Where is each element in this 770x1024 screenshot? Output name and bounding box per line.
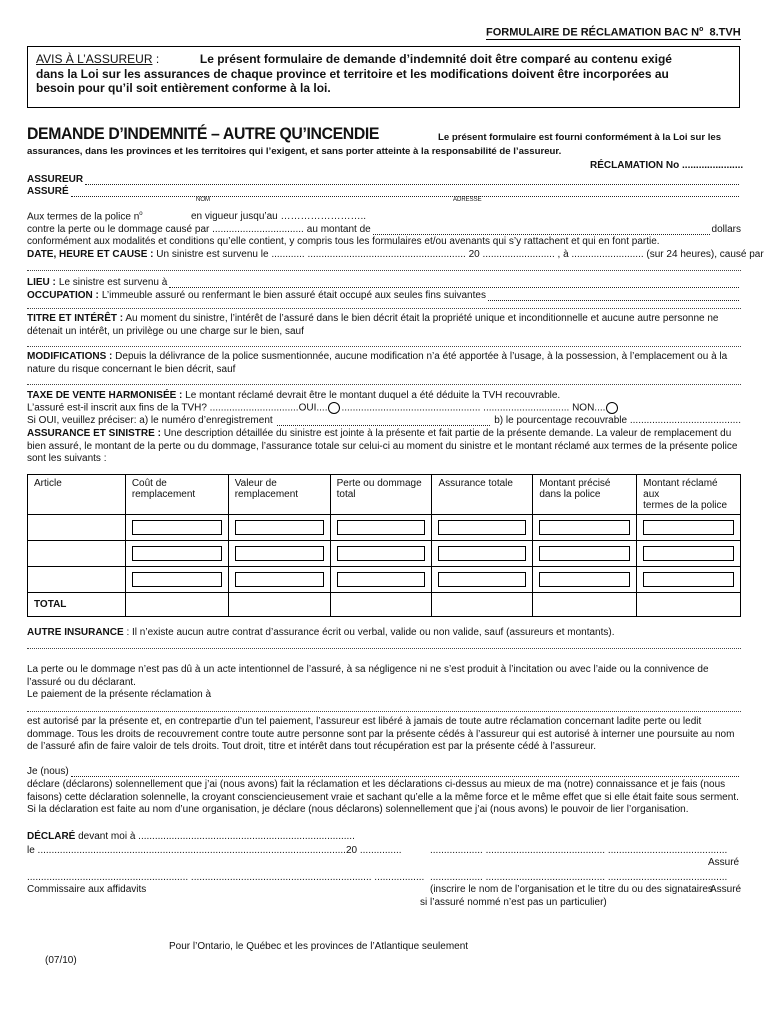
title-interest-label: TITRE ET INTÉRÊT : xyxy=(27,313,124,324)
table-input[interactable] xyxy=(539,546,630,561)
insured-row[interactable] xyxy=(27,186,741,197)
hst-non-label: NON.... xyxy=(572,402,606,414)
intent-para xyxy=(27,664,741,702)
occupation-label: OCCUPATION : xyxy=(27,290,99,301)
insurer-row[interactable] xyxy=(27,174,741,185)
header-claimed-amount: Montant réclamé aux termes de la police xyxy=(637,475,741,515)
modifications-field[interactable] xyxy=(27,384,741,385)
insurance-loss-text-2: bien assuré, le montant de la perte ou du dommage, l’assurance totale sur celui-ci au moment du sinistre et le montant réclamé aux termes de la présente police xyxy=(27,440,738,452)
insurance-loss-para xyxy=(27,428,741,466)
header-replacement-value: Valeur de remplacement xyxy=(228,475,330,515)
form-title-text: FORMULAIRE DE RÉCLAMATION BAC N xyxy=(486,26,700,39)
title-intro-2: assurances, dans les provinces et les territoires qui l’exigent, et sans porter atteinte à la responsabilité de l’assureur. xyxy=(27,146,562,157)
modifications-label: MODIFICATIONS : xyxy=(27,351,113,362)
release-text-1: est autorisé par la présente et, en contrepartie d’un tel paiement, l’assureur est libéré à jamais de toute autre réclamation concernant ladite perte ou ledit xyxy=(27,716,702,727)
solemn-para xyxy=(27,779,741,817)
occupation-text: L’immeuble assuré ou renfermant le bien assuré était occupé aux seules fins suivantes xyxy=(101,290,486,301)
table-input[interactable] xyxy=(539,520,630,535)
notice-text-2: dans la Loi sur les assurances de chaque province et territoire et les modifications doivent être incorporées au xyxy=(36,66,669,81)
header-article: Article xyxy=(28,475,126,515)
table-row xyxy=(28,541,741,567)
table-input[interactable] xyxy=(643,520,734,535)
table-input[interactable] xyxy=(235,572,324,587)
header-total-insurance: Assurance totale xyxy=(432,475,533,515)
location-text: Le sinistre est survenu à xyxy=(58,277,168,288)
notice-text-1: Le présent formulaire de demande d’indemnité doit être comparé au contenu exigé xyxy=(199,52,672,66)
title-interest-text-1: Au moment du sinistre, l’intérêt de l’assuré dans le bien décrit était la propriété unique et inconditionnelle et aucune autre personne ne xyxy=(125,313,719,324)
table-row xyxy=(28,515,741,541)
table-input[interactable] xyxy=(235,546,324,561)
occupation-row[interactable] xyxy=(27,290,741,301)
release-text-3: de l’assuré afin de faire valoir de tels droits. Tout droit, titre et intérêt dans tout récupération est par la présente cédé à l’assureur. xyxy=(27,741,597,752)
other-insurance-label: AUTRE INSURANCE xyxy=(27,627,124,638)
hst-registered-row: L’assuré est-il inscrit aux fins de la TVH? ................................OUI.... .................................................. ............................... NON.... xyxy=(27,402,619,414)
table-row xyxy=(28,567,741,593)
other-insurance-field[interactable] xyxy=(27,648,741,649)
insurance-loss-text-3: sont les suivants : xyxy=(27,453,107,464)
page-title: DEMANDE D’INDEMNITÉ – AUTRE QU’INCENDIE xyxy=(27,124,380,143)
claims-table xyxy=(27,474,741,617)
total-cell[interactable] xyxy=(330,593,432,617)
header-total-loss: Perte ou dommage total xyxy=(330,475,432,515)
table-input[interactable] xyxy=(337,546,426,561)
dollars-label: dollars xyxy=(711,224,741,235)
solemn-text-3: Si la déclaration est faite au nom d’une organisation, je déclare (nous déclarons) solennellement que j’ai (nous avons) le pouvoir de lier l’organisation. xyxy=(27,804,689,815)
table-cell-article[interactable] xyxy=(28,515,126,541)
title-intro-1: Le présent formulaire est fourni conformément à la Loi sur les xyxy=(438,132,722,143)
table-input[interactable] xyxy=(132,546,222,561)
modifications-para xyxy=(27,351,741,376)
form-number xyxy=(486,26,741,39)
total-cell[interactable] xyxy=(432,593,533,617)
table-input[interactable] xyxy=(438,546,526,561)
commissioner-line[interactable]: .......................................................... ................................................................. .................. xyxy=(27,872,425,883)
footer-provinces: Pour l’Ontario, le Québec et les provinces de l’Atlantique seulement xyxy=(169,941,469,952)
table-input[interactable] xyxy=(132,520,222,535)
amount-label: au montant de xyxy=(306,224,371,235)
hst-label: TAXE DE VENTE HARMONISÉE : xyxy=(27,390,183,401)
insurance-loss-text-1: Une description détaillée du sinistre est jointe à la présente et fait partie de la présente demande. La valeur de remplacement du xyxy=(163,428,732,439)
title-interest-para xyxy=(27,313,741,338)
header-rule xyxy=(486,39,741,40)
loss-cause-label: contre la perte ou le dommage causé par ................................. xyxy=(27,224,304,235)
hst-percentage-label: b) le pourcentage recouvrable ........................................ xyxy=(494,415,741,426)
modifications-text-2: nature du risque concernant le bien décrit, sauf xyxy=(27,363,236,375)
amount-field[interactable] xyxy=(373,225,710,235)
header-policy-amount: Montant précisé dans la police xyxy=(533,475,637,515)
insured-label: ASSURÉ xyxy=(27,186,69,197)
hst-registered-text: L’assuré est-il inscrit aux fins de la TVH? ................................OUI.... xyxy=(27,402,328,414)
notice-label: AVIS À L’ASSUREUR xyxy=(36,52,153,66)
notice-text-3: besoin pour qu’il soit entièrement conforme à la loi. xyxy=(36,81,331,95)
table-input[interactable] xyxy=(438,572,526,587)
intent-text-2: l’assuré ou du déclarant. xyxy=(27,676,136,688)
org-instruction: (inscrire le nom de l’organisation et le titre du ou des signataires xyxy=(430,884,713,895)
total-cell[interactable] xyxy=(125,593,228,617)
hst-oui-radio[interactable] xyxy=(328,402,340,414)
policy-line xyxy=(27,211,143,222)
table-input[interactable] xyxy=(235,520,324,535)
insurer-label: ASSUREUR xyxy=(27,174,84,185)
table-input[interactable] xyxy=(337,572,426,587)
location-row[interactable] xyxy=(27,277,741,288)
other-insurance-text: : Il n’existe aucun autre contrat d’assurance écrit ou verbal, valide ou non valide, sauf (assureurs et montants). xyxy=(126,627,615,638)
occupation-field-2[interactable] xyxy=(27,308,741,309)
table-input[interactable] xyxy=(438,520,526,535)
table-total-row xyxy=(28,593,741,617)
form-title-sup: o xyxy=(699,26,704,33)
declarant-row[interactable] xyxy=(27,766,741,777)
total-cell[interactable] xyxy=(533,593,637,617)
table-input[interactable] xyxy=(337,520,426,535)
release-text-2: dommage. Tous les droits de recouvrement contre toute autre personne sont par la présente cédés à l’assureur qui est autorisé à interner une poursuite au nom xyxy=(27,728,735,740)
notice-colon: : xyxy=(155,52,160,66)
policy-expiry: en vigueur jusqu’au …………………….. xyxy=(191,211,367,222)
table-header-row xyxy=(28,475,741,515)
hst-registration-field[interactable] xyxy=(277,416,491,426)
release-para xyxy=(27,716,741,754)
location-field[interactable] xyxy=(169,278,739,288)
insurer-field[interactable] xyxy=(85,175,739,185)
title-interest-field[interactable] xyxy=(27,346,741,347)
adresse-caption: ADRESSE xyxy=(453,197,482,203)
other-insurance-row xyxy=(27,627,615,638)
title-interest-text-2: détenait un intérêt, un privilège ou une charge sur le bien, sauf xyxy=(27,325,304,337)
hst-details-row[interactable] xyxy=(27,415,741,426)
table-total-label: TOTAL xyxy=(28,593,126,617)
occupation-field[interactable] xyxy=(488,291,739,301)
hst-non-radio[interactable] xyxy=(606,402,618,414)
table-input[interactable] xyxy=(643,572,734,587)
insured-field[interactable] xyxy=(71,187,739,197)
date-label: DATE, HEURE ET CAUSE : xyxy=(27,249,154,260)
title-line xyxy=(27,124,406,144)
hst-text: Le montant réclamé devrait être le montant duquel a été déduite la TVH recouvrable. xyxy=(185,390,561,401)
declared-text: devant moi à .............................................................................. xyxy=(78,831,355,842)
cause-field[interactable] xyxy=(27,270,741,271)
form-version: (07/10) xyxy=(45,955,77,966)
table-input[interactable] xyxy=(539,572,630,587)
policy-sup: o xyxy=(139,211,143,217)
date-sign-row[interactable]: le ...............................................................................................................20 ............... xyxy=(27,845,402,856)
total-cell[interactable] xyxy=(637,593,741,617)
org-instruction-2: si l’assuré nommé n’est pas un particulier) xyxy=(420,897,607,908)
declared-label: DÉCLARÉ xyxy=(27,831,76,842)
location-label: LIEU : xyxy=(27,277,56,288)
intent-text-1: La perte ou le dommage n’est pas dû à un acte intentionnel de l’assuré, à sa négligence ni ne s’est produit à l’incitation ou avec l’aide ou la connivence de xyxy=(27,664,709,675)
table-cell-article[interactable] xyxy=(28,541,126,567)
form-code: 8.TVH xyxy=(709,26,741,39)
table-cell-article[interactable] xyxy=(28,567,126,593)
insured-signature-label-2: Assuré xyxy=(710,884,742,895)
payment-field[interactable] xyxy=(27,711,741,712)
notice-box xyxy=(27,46,740,108)
commissioner-label: Commissaire aux affidavits xyxy=(27,884,147,895)
loss-amount-row[interactable] xyxy=(27,224,741,235)
nom-caption: NOM xyxy=(196,197,210,203)
declarant-field[interactable] xyxy=(71,767,739,777)
modifications-text-1: Depuis la délivrance de la police susmentionnée, aucune modification n’a été apportée à l’usage, à la possession, à l’emplacement ou à la xyxy=(115,351,728,362)
hst-registration-label: Si OUI, veuillez préciser: a) le numéro d’enregistrement xyxy=(27,415,273,426)
date-row[interactable] xyxy=(27,249,764,260)
payment-label: Le paiement de la présente réclamation à xyxy=(27,689,212,700)
policy-label: Aux termes de la police n xyxy=(27,211,140,223)
signature-line-1[interactable]: ................... ........................................... ........................................... xyxy=(430,845,728,856)
insurance-loss-label: ASSURANCE ET SINISTRE : xyxy=(27,428,161,439)
total-cell[interactable] xyxy=(228,593,330,617)
table-input[interactable] xyxy=(132,572,222,587)
table-input[interactable] xyxy=(643,546,734,561)
header-replacement-cost: Coût de remplacement xyxy=(125,475,228,515)
solemn-text-1: déclare (déclarons) solennellement que j’ai (nous avons) fait la réclamation et les déclarations ci-dessus au mieux de ma (notre) connaissance et je fais (nous xyxy=(27,779,726,790)
hst-row xyxy=(27,390,560,401)
date-text: Un sinistre est survenu le ............ ......................................................... 20 .......................... , à .......................... (sur 24 heures), causé par xyxy=(156,249,764,260)
claim-number: RÉCLAMATION No ...................... xyxy=(590,160,744,171)
insured-signature-label-1: Assuré xyxy=(708,857,740,868)
conformity-text: conformément aux modalités et conditions qu’elle contient, y compris tous les formulaires et/ou avenants qui s’y rattachent et qui en font partie. xyxy=(27,236,660,247)
signature-line-2[interactable]: ................... ........................................... ........................................... xyxy=(430,872,728,883)
solemn-text-2: faisons) cette déclaration solennelle, la croyant consciencieusement vraie et sachant qu’elle a la même force et le même effet que si elle était faite sous serment. xyxy=(27,791,739,803)
declarant-label: Je (nous) xyxy=(27,766,69,777)
declared-row[interactable] xyxy=(27,831,355,842)
